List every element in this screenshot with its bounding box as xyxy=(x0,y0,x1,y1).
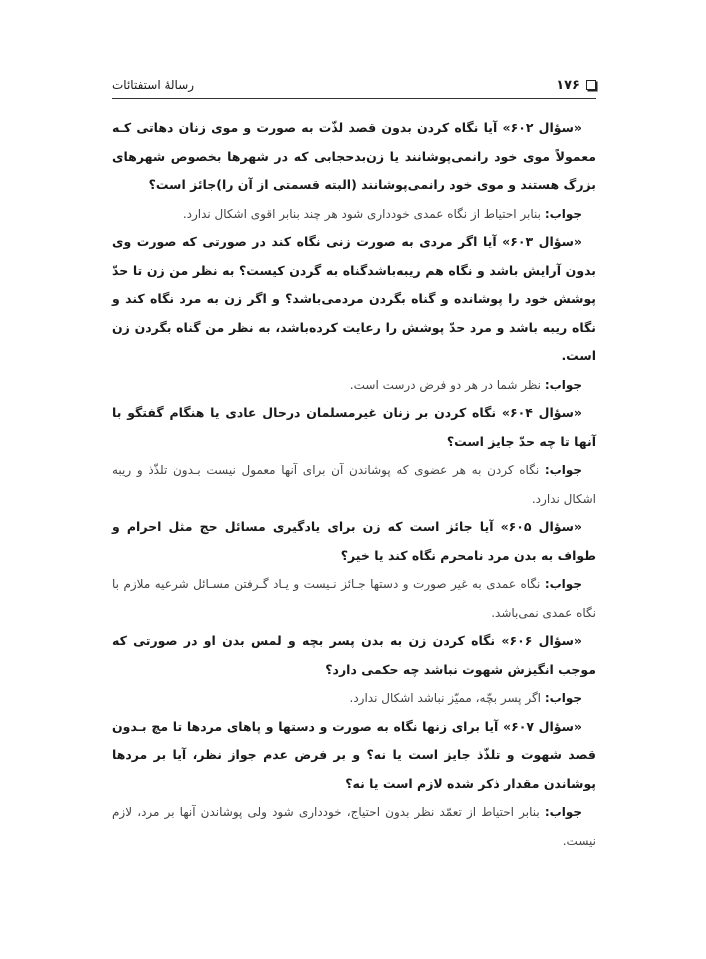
answer-602 xyxy=(112,200,596,229)
answer-605 xyxy=(112,570,596,627)
answer-text: نگاه عمدی به غیر صورت و دستها جـائز نـیست و یـاد گـرفتن مسـائل شرعیه ملازم با نگاه عمدی نمی‌باشد. xyxy=(112,577,596,620)
page-number: ۱۷۶ xyxy=(556,77,580,93)
answer-603 xyxy=(112,371,596,400)
answer-text: نظر شما در هر دو فرض درست است. xyxy=(349,377,542,392)
answer-label: جواب: xyxy=(544,805,582,819)
question-605: «سؤال ۶۰۵» آیا جائز است که زن برای یادگیری مسائل حج مثل احرام و طواف به بدن مرد نامحرم نگاه کند یا خیر؟ xyxy=(112,519,596,563)
page-body xyxy=(112,114,596,855)
square-bullet-icon xyxy=(586,80,596,90)
question-606: «سؤال ۶۰۶» نگاه کردن زن به بدن پسر بچه و لمس بدن او در صورتی که موجب انگیزش شهوت نباشد چه حکمی دارد؟ xyxy=(112,633,596,677)
answer-text: اگر پسر بچّه، ممیّز نباشد اشکال ندارد. xyxy=(349,691,542,705)
answer-text: بنابر احتیاط از نگاه عمدی خودداری شود هر چند بنابر اقوی اشکال ندارد. xyxy=(182,206,542,221)
answer-label: جواب: xyxy=(544,206,582,221)
question-607: «سؤال ۶۰۷» آیا برای زنها نگاه به صورت و دستها و پاهای مردها تا مچ بـدون قصد شهوت و تلذّذ جایز است یا نه؟ و بر فرض عدم جواز نظر، آیا بر مردها پوشاندن مقدار ذکر شده لازم است یا نه؟ xyxy=(112,718,596,791)
answer-606 xyxy=(112,684,596,713)
answer-text: بنابر احتیاط از تعمّد نظر بدون احتیاج، خودداری شود ولی پوشاندن آنها بر مرد، لازم نیست. xyxy=(112,805,596,848)
question-602: «سؤال ۶۰۲» آیا نگاه کردن بدون قصد لذّت به صورت و موی زنان دهاتی کـه معمولاً موی خود رانمی‌پوشانند یا زن‌بدحجابی که در شهرها بخصوص شهرهای بزرگ هستند و موی خود رانمی‌پوشانند (البته قسمتی از آن را)جائز است؟ xyxy=(112,120,596,192)
answer-label: جواب: xyxy=(544,577,582,591)
answer-604 xyxy=(112,456,596,513)
page-header xyxy=(112,72,596,99)
book-page xyxy=(112,0,596,959)
running-title: رسالهٔ استفتائات xyxy=(112,78,195,92)
question-604: «سؤال ۶۰۴» نگاه کردن بر زنان غیرمسلمان درحال عادی یا هنگام گفتگو با آنها تا چه حدّ جایز است؟ xyxy=(112,405,596,449)
answer-label: جواب: xyxy=(544,377,582,392)
answer-607 xyxy=(112,798,596,855)
question-603: «سؤال ۶۰۳» آیا اگر مردی به صورت زنی نگاه کند در صورتی که صورت وی بدون آرایش باشد و نگاه هم ریبه‌باشدگناه به گردن کیست؟ به نظر من زن تا حدّ پوشش خود را پوشانده و گناه بگردن مردمی‌باشد؟ و اگر زن به مرد نگاه کند و نگاه ریبه باشد و مرد حدّ پوشش را رعایت کرده‌باشد، به نظر من گناه بگردن زن است. xyxy=(112,234,596,363)
answer-text: نگاه کردن به هر عضوی که پوشاندن آن برای آنها معمول نیست بـدون تلذّذ و ریبه اشکال ندارد. xyxy=(112,463,596,506)
page-number-group xyxy=(556,78,596,93)
answer-label: جواب: xyxy=(544,691,582,705)
answer-label: جواب: xyxy=(544,463,582,477)
